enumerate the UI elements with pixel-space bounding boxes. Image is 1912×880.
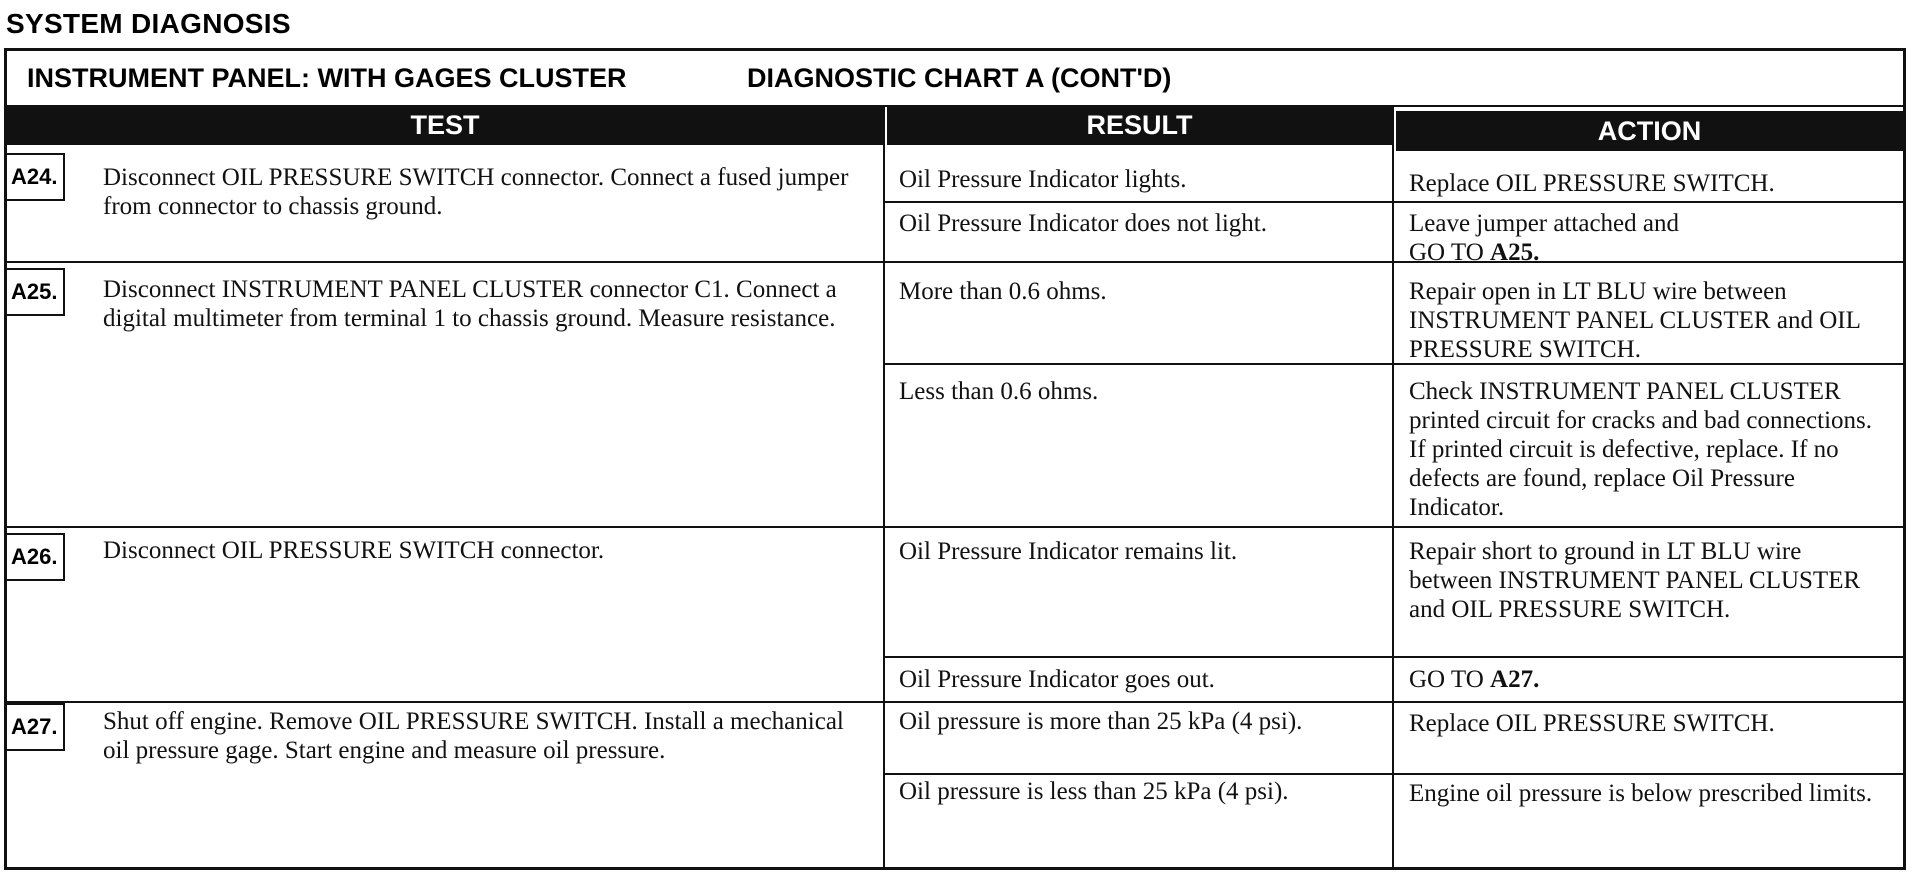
goto-ref-a27: A27.	[1490, 666, 1540, 693]
column-header-test: TEST	[7, 105, 883, 145]
result-a26-2: Oil Pressure Indicator goes out.	[899, 666, 1215, 693]
step-divider	[7, 526, 1903, 528]
page-title: SYSTEM DIAGNOSIS	[6, 8, 291, 39]
step-label-a27: A27.	[7, 703, 65, 751]
goto-ref-a25: A25.	[1490, 239, 1540, 266]
column-header-action: ACTION	[1396, 111, 1903, 151]
panel-title: INSTRUMENT PANEL: WITH GAGES CLUSTER	[27, 63, 627, 93]
column-header-result: RESULT	[887, 105, 1392, 145]
column-divider	[1392, 105, 1394, 869]
step-divider	[7, 701, 1903, 703]
diagnostic-chart	[4, 48, 1906, 870]
test-a26: Disconnect OIL PRESSURE SWITCH connector.	[103, 537, 605, 564]
action-a26-1: Repair short to ground in LT BLU wire between INSTRUMENT PANEL CLUSTER and OIL PRESSURE SWITCH.	[1409, 538, 1861, 623]
row-divider	[883, 773, 1903, 775]
action-a26-2: GO TO A27.	[1409, 666, 1540, 693]
chart-subheader	[7, 51, 1903, 107]
result-a24-2: Oil Pressure Indicator does not light.	[899, 210, 1267, 237]
test-a25: Disconnect INSTRUMENT PANEL CLUSTER connector C1. Connect a digital multimeter from terminal 1 to chassis ground. Measure resistance.	[103, 276, 837, 332]
test-a27: Shut off engine. Remove OIL PRESSURE SWITCH. Install a mechanical oil pressure gage. Start engine and measure oil pressure.	[103, 708, 844, 764]
result-a27-2: Oil pressure is less than 25 kPa (4 psi).	[899, 778, 1289, 805]
test-a24: Disconnect OIL PRESSURE SWITCH connector. Connect a fused jumper from connector to chassis ground.	[103, 164, 849, 220]
action-a27-1: Replace OIL PRESSURE SWITCH.	[1409, 710, 1775, 737]
row-divider	[883, 201, 1903, 203]
row-divider	[883, 656, 1903, 658]
action-a24-2	[1409, 209, 1899, 267]
action-a25-1: Repair open in LT BLU wire between INSTRUMENT PANEL CLUSTER and OIL PRESSURE SWITCH.	[1409, 278, 1860, 363]
result-a27-1: Oil pressure is more than 25 kPa (4 psi).	[899, 708, 1303, 735]
result-a25-2: Less than 0.6 ohms.	[899, 378, 1099, 405]
action-a27-2: Engine oil pressure is below prescribed limits.	[1409, 780, 1873, 807]
chart-title: DIAGNOSTIC CHART A (CONT'D)	[747, 63, 1172, 93]
step-label-a26: A26.	[7, 533, 65, 581]
step-label-a25: A25.	[7, 268, 65, 316]
result-a24-1: Oil Pressure Indicator lights.	[899, 166, 1187, 193]
step-label-a24: A24.	[7, 153, 65, 201]
action-a24-1: Replace OIL PRESSURE SWITCH.	[1409, 170, 1775, 197]
column-divider	[883, 105, 885, 869]
action-a25-2: Check INSTRUMENT PANEL CLUSTER printed circuit for cracks and bad connections. If printed circuit is defective, replace. If no defects are found, replace Oil Pressure Indicator.	[1409, 378, 1873, 521]
action-a24-2-text: Leave jumper attached and	[1409, 210, 1679, 237]
result-a25-1: More than 0.6 ohms.	[899, 278, 1107, 305]
result-a26-1: Oil Pressure Indicator remains lit.	[899, 538, 1238, 565]
action-a24-2-goto: GO TO A25.	[1409, 239, 1540, 266]
